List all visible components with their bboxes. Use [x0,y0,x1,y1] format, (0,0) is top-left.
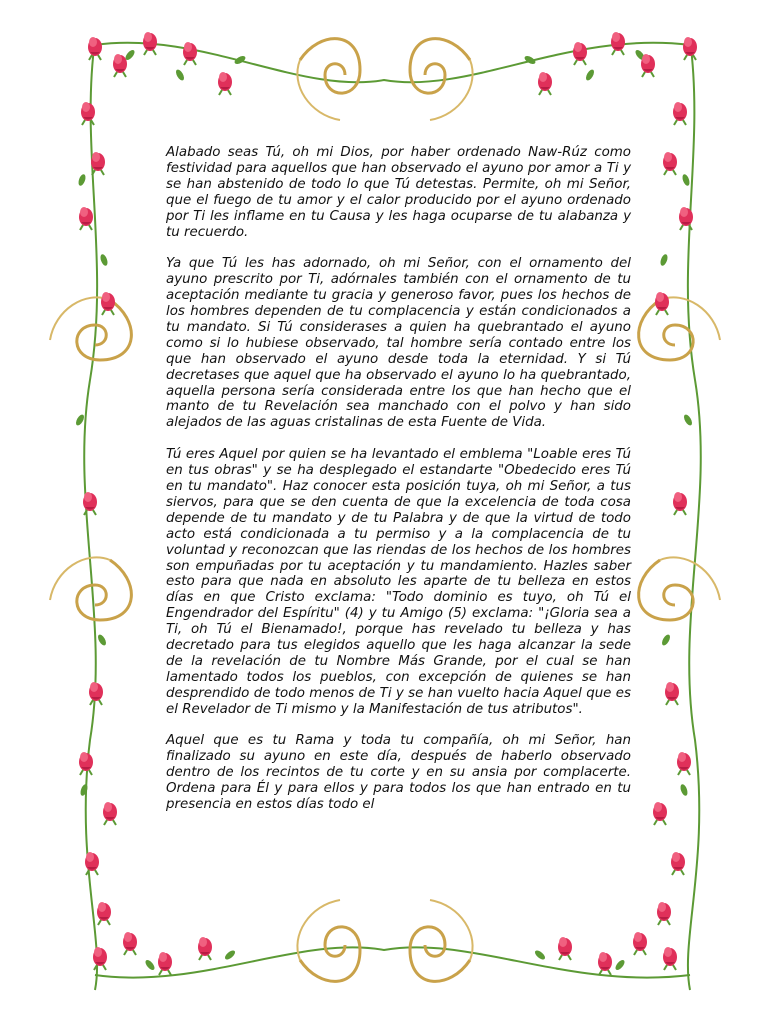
paragraph-4: Aquel que es tu Rama y toda tu compañía, oh mi Señor, han finalizado su ayuno en este día, después de haberlo observado dentro de los recintos de tu corte y en su ansia por complacerte. Ordena para Él y para ellos y para todos los que han entrado en tu presencia en estos días todo el [166,733,631,813]
paragraph-3: Tú eres Aquel por quien se ha levantado el emblema "Loable eres Tú en tus obras" y se ha desplegado el estandarte "Obedecido eres Tú en tu mandato". Haz conocer esta posición tuya, oh mi Señor, a tus siervos, para que se den cuenta de que la excelencia de toda cosa depende de tu mandato y de tu Palabra y de que la virtud de todo acto está condicionada a tu permiso y a la complacencia de tu voluntad y reconozcan que las riendas de los hechos de los hombres son empuñadas por tu aceptación y tu mandamiento. Hazles saber esto para que nada en absoluto les aparte de tu belleza en estos días en que Cristo exclama: "Todo dominio es tuyo, oh Tú el Engendrador del Espíritu" (4) y tu Amigo (5) exclama: "¡Gloria sea a Ti, oh Tú el Bienamado!, porque has revelado tu belleza y has decretado para tus elegidos aquello que les haga alcanzar la sede de la revelación de tu Nombre Más Grande, por el cual se han lamentado todos los pueblos, con excepción de quienes se han desprendido de todo menos de Ti y se han vuelto hacia Aquel que es el Revelador de Ti mismo y la Manifestación de tus atributos". [166,447,631,717]
paragraph-2: Ya que Tú les has adornado, oh mi Señor, con el ornamento del ayuno prescrito por Ti, adórnales también con el ornamento de tu aceptación mediante tu gracia y generoso favor, pues los hechos de los hombres dependen de tu complacencia y están condicionados a tu mandato. Si Tú considerases a quien ha quebrantado el ayuno como si lo hubiese observado, tal hombre sería contado entre los que han observado el ayuno desde toda la eternidad. Y si Tú decretases que aquel que ha observado el ayuno lo ha quebrantado, aquella persona sería considerada entre los que han hecho que el manto de tu Revelación sea manchado con el polvo y han sido alejados de las aguas cristalinas de esta Fuente de Vida. [166,256,631,431]
document-body [166,145,631,829]
paragraph-1: Alabado seas Tú, oh mi Dios, por haber ordenado Naw-Rúz como festividad para aquellos que han observado el ayuno por amor a Ti y se han abstenido de todo lo que Tú detestas. Permite, oh mi Señor, que el fuego de tu amor y el calor producido por el ayuno ordenado por Ti les inflame en tu Causa y les haga ocuparse de tu alabanza y tu recuerdo. [166,145,631,240]
